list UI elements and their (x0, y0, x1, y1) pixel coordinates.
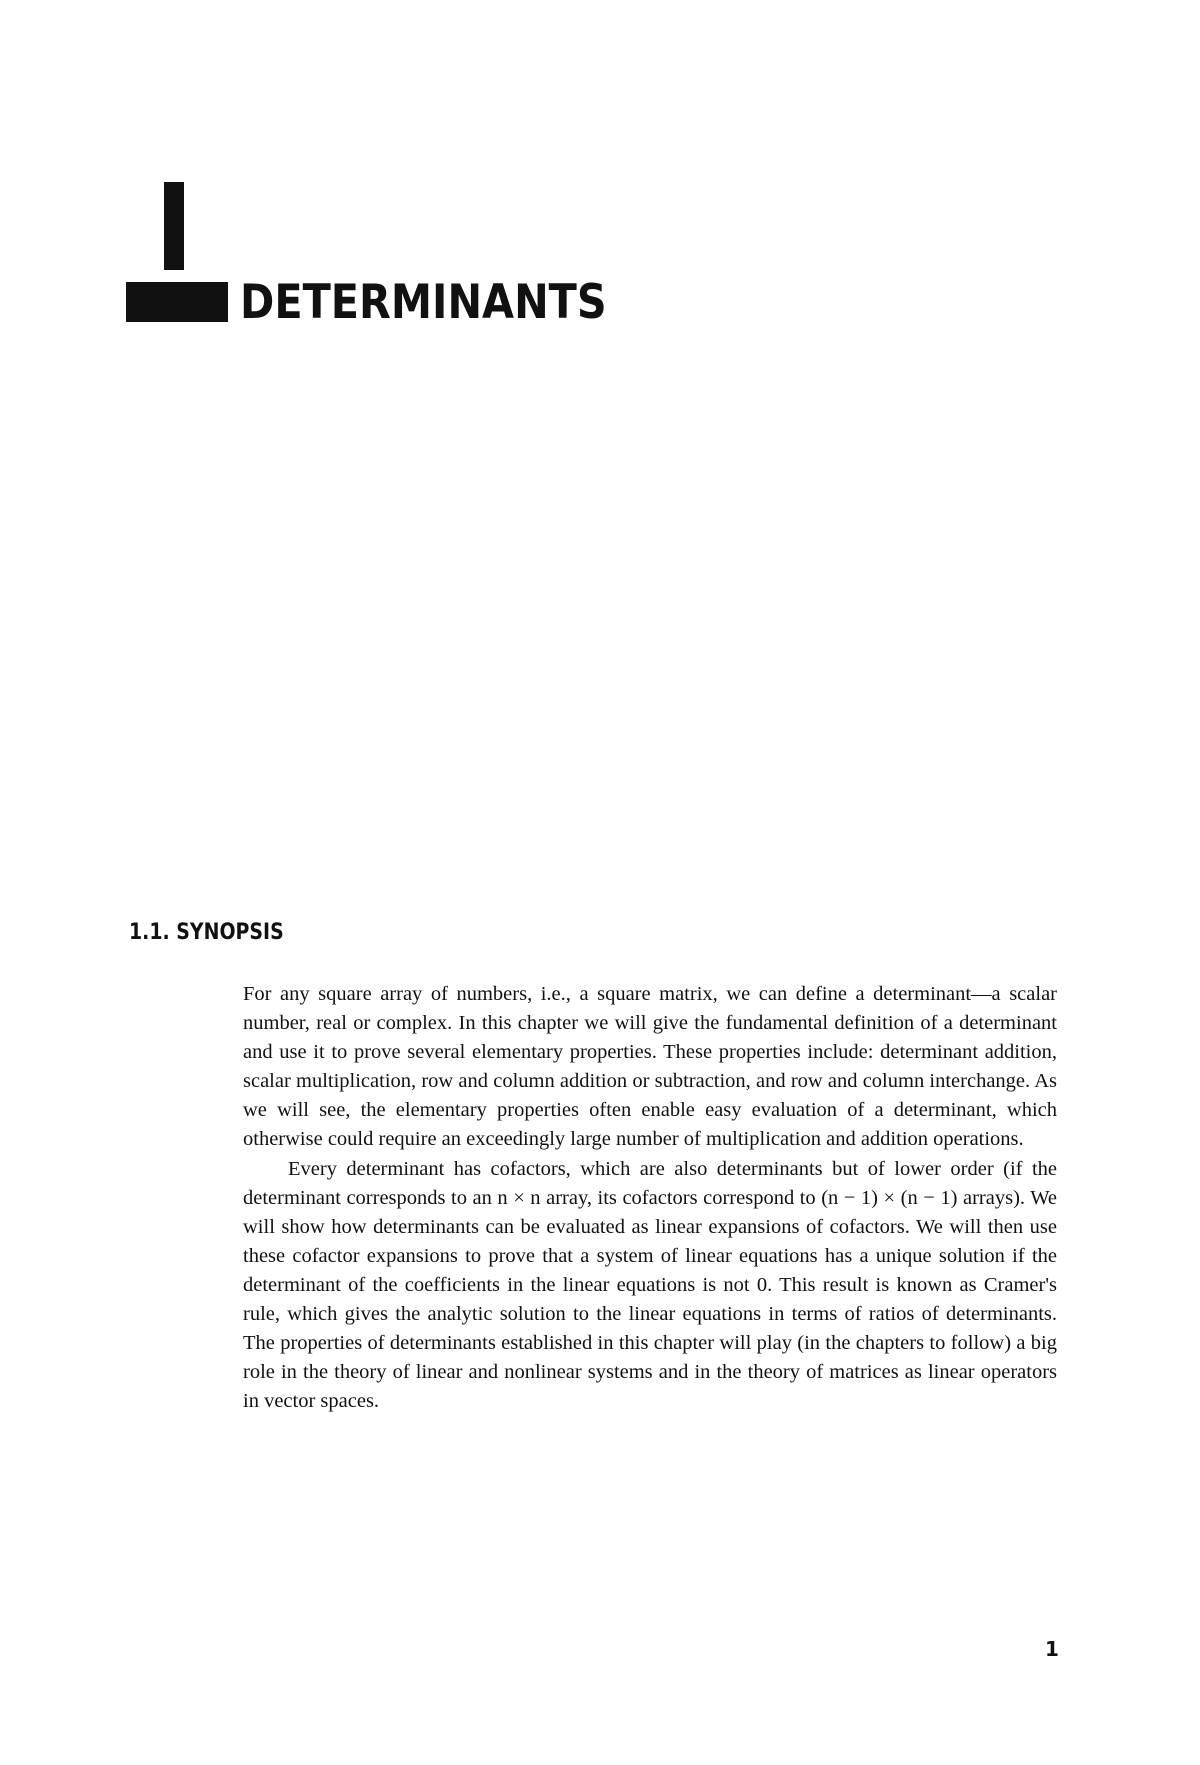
chapter-number-glyph (164, 182, 184, 270)
paragraph-1: For any square array of numbers, i.e., a square matrix, we can define a determinant—a scalar number, real or complex. In this chapter we will give the fundamental definition of a determinant and use it to prove several elementary properties. These properties include: determinant addition, scalar multiplication, row and column addition or subtraction, and row and column interchange. As we will see, the elementary properties often enable easy evaluation of a determinant, which otherwise could require an exceedingly large number of multiplication and addition operations. (243, 983, 1057, 1151)
chapter-decorative-bar (126, 282, 228, 322)
chapter-title: DETERMINANTS (240, 275, 607, 330)
page-number: 1 (1045, 1637, 1059, 1661)
paragraph-2: Every determinant has cofactors, which are also determinants but of lower order (if the determinant corresponds to an n × n array, its cofactors correspond to (n − 1) × (n − 1) arrays). We will show how determinants can be evaluated as linear expansions of cofactors. We will then use these cofactor expansions to prove that a system of linear equations has a unique solution if the determinant of the coefficients in the linear equations is not 0. This result is known as Cramer's rule, which gives the analytic solution to the linear equations in terms of ratios of determinants. The properties of determinants established in this chapter will play (in the chapters to follow) a big role in the theory of linear and nonlinear systems and in the theory of matrices as linear operators in vector spaces. (243, 1157, 1057, 1413)
section-heading: 1.1. SYNOPSIS (129, 920, 284, 945)
section-body (243, 980, 1057, 1416)
